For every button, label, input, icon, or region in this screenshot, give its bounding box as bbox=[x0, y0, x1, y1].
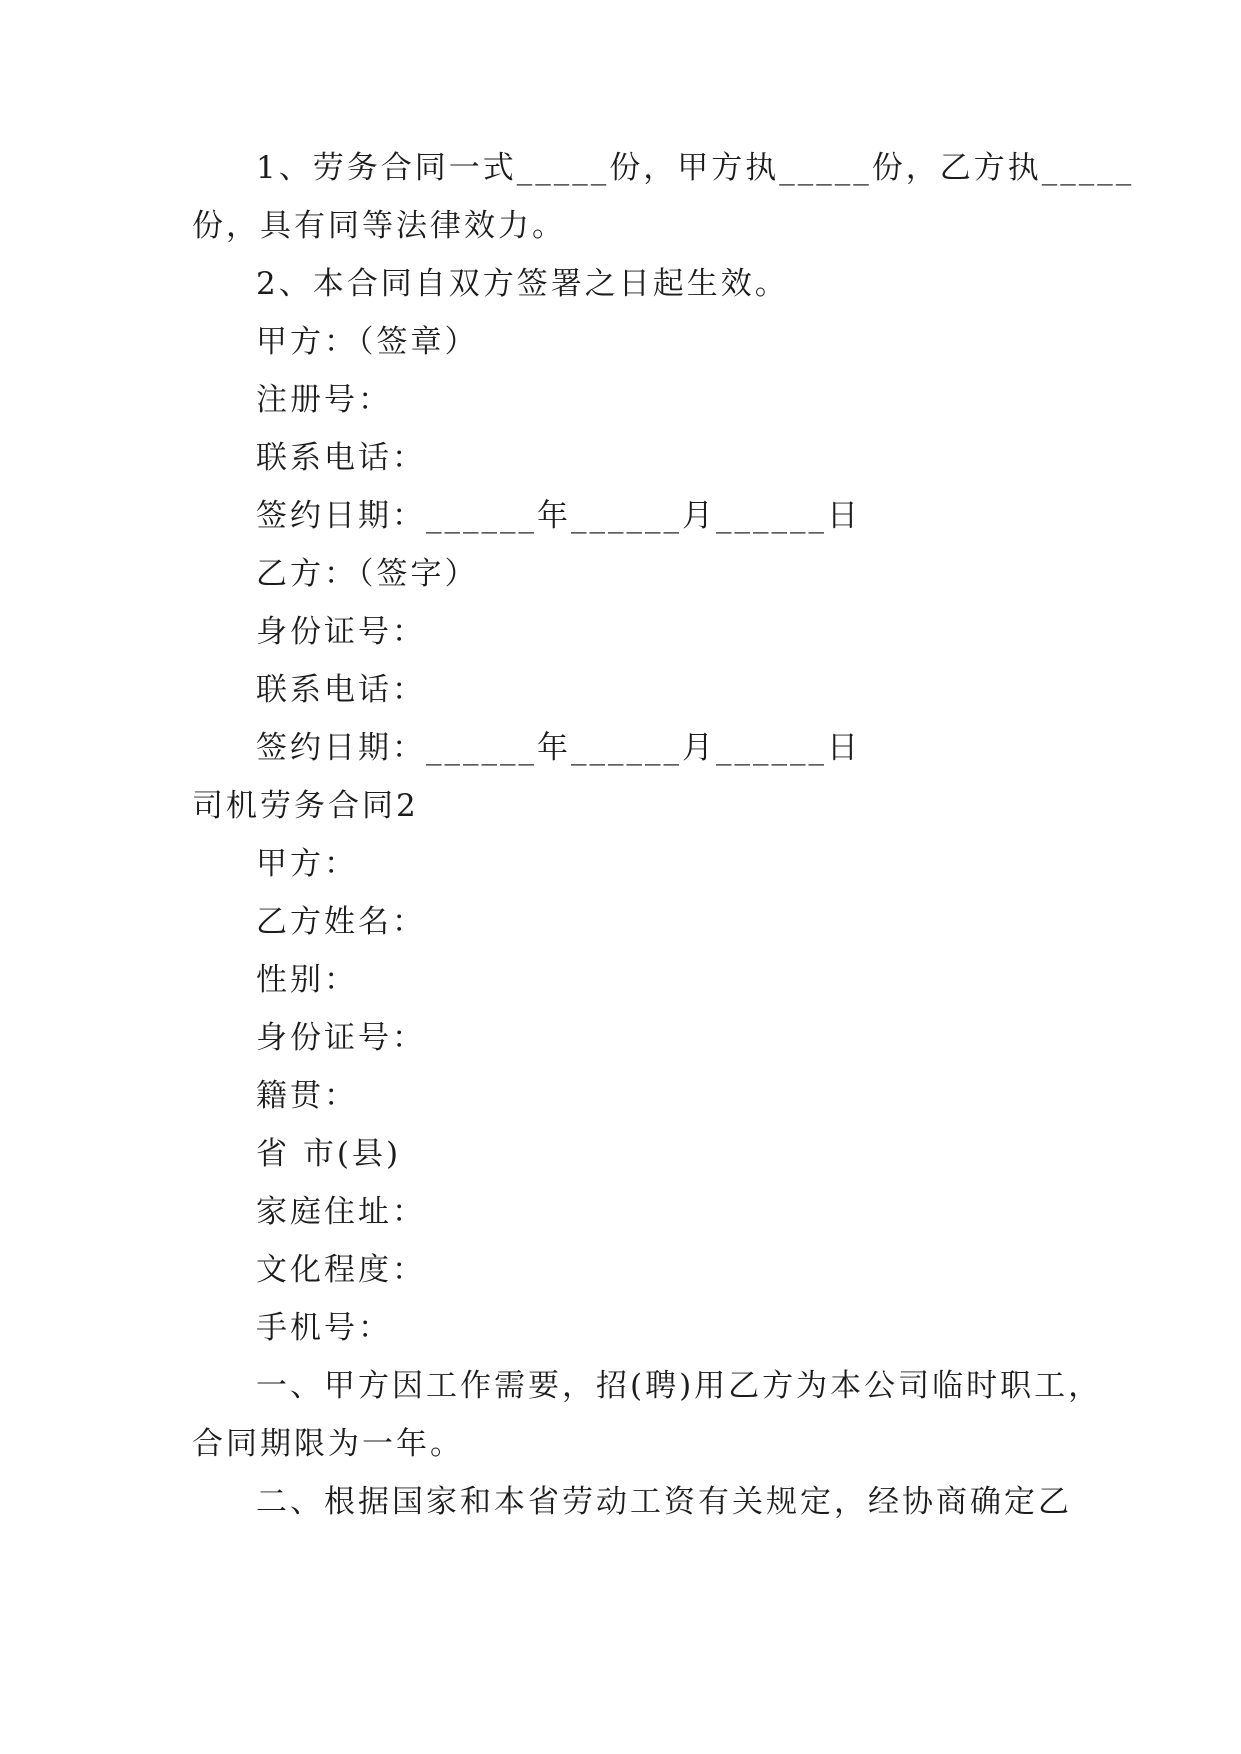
party-b-name-line: 乙方姓名： bbox=[256, 904, 426, 940]
registration-number-line: 注册号： bbox=[256, 382, 392, 418]
article-2-line-1: 二、根据国家和本省劳动工资有关规定，经协商确定乙 bbox=[256, 1484, 1072, 1520]
province-city-line: 省 市(县) bbox=[256, 1136, 402, 1172]
article-1-line-2: 合同期限为一年。 bbox=[192, 1426, 464, 1462]
clause-1 bbox=[192, 139, 1135, 255]
gender-line: 性别： bbox=[256, 962, 358, 998]
party-b-id-line: 身份证号： bbox=[256, 614, 426, 650]
article-1-line-1: 一、甲方因工作需要，招(聘)用乙方为本公司临时职工， bbox=[256, 1368, 1103, 1404]
clause-1-line-1: 1、劳务合同一式_____份，甲方执_____份，乙方执_____ bbox=[256, 150, 1135, 186]
id-number-line: 身份证号： bbox=[256, 1020, 426, 1056]
section-title: 司机劳务合同2 bbox=[192, 788, 419, 824]
clause-2: 2、本合同自双方签署之日起生效。 bbox=[256, 266, 789, 302]
education-line: 文化程度： bbox=[256, 1252, 426, 1288]
article-1 bbox=[192, 1357, 1103, 1473]
party-a-line: 甲方： bbox=[256, 846, 358, 882]
party-b-signature-line: 乙方：（签字） bbox=[256, 556, 479, 592]
clause-1-line-2: 份，具有同等法律效力。 bbox=[192, 208, 566, 244]
party-a-sign-date-line: 签约日期：______年______月______日 bbox=[256, 498, 861, 534]
party-b-sign-date-line: 签约日期：______年______月______日 bbox=[256, 730, 861, 766]
party-a-phone-line: 联系电话： bbox=[256, 440, 426, 476]
mobile-line: 手机号： bbox=[256, 1310, 392, 1346]
party-b-phone-line: 联系电话： bbox=[256, 672, 426, 708]
home-address-line: 家庭住址： bbox=[256, 1194, 426, 1230]
party-a-signature-line: 甲方：（签章） bbox=[256, 324, 479, 360]
native-place-line: 籍贯： bbox=[256, 1078, 358, 1114]
